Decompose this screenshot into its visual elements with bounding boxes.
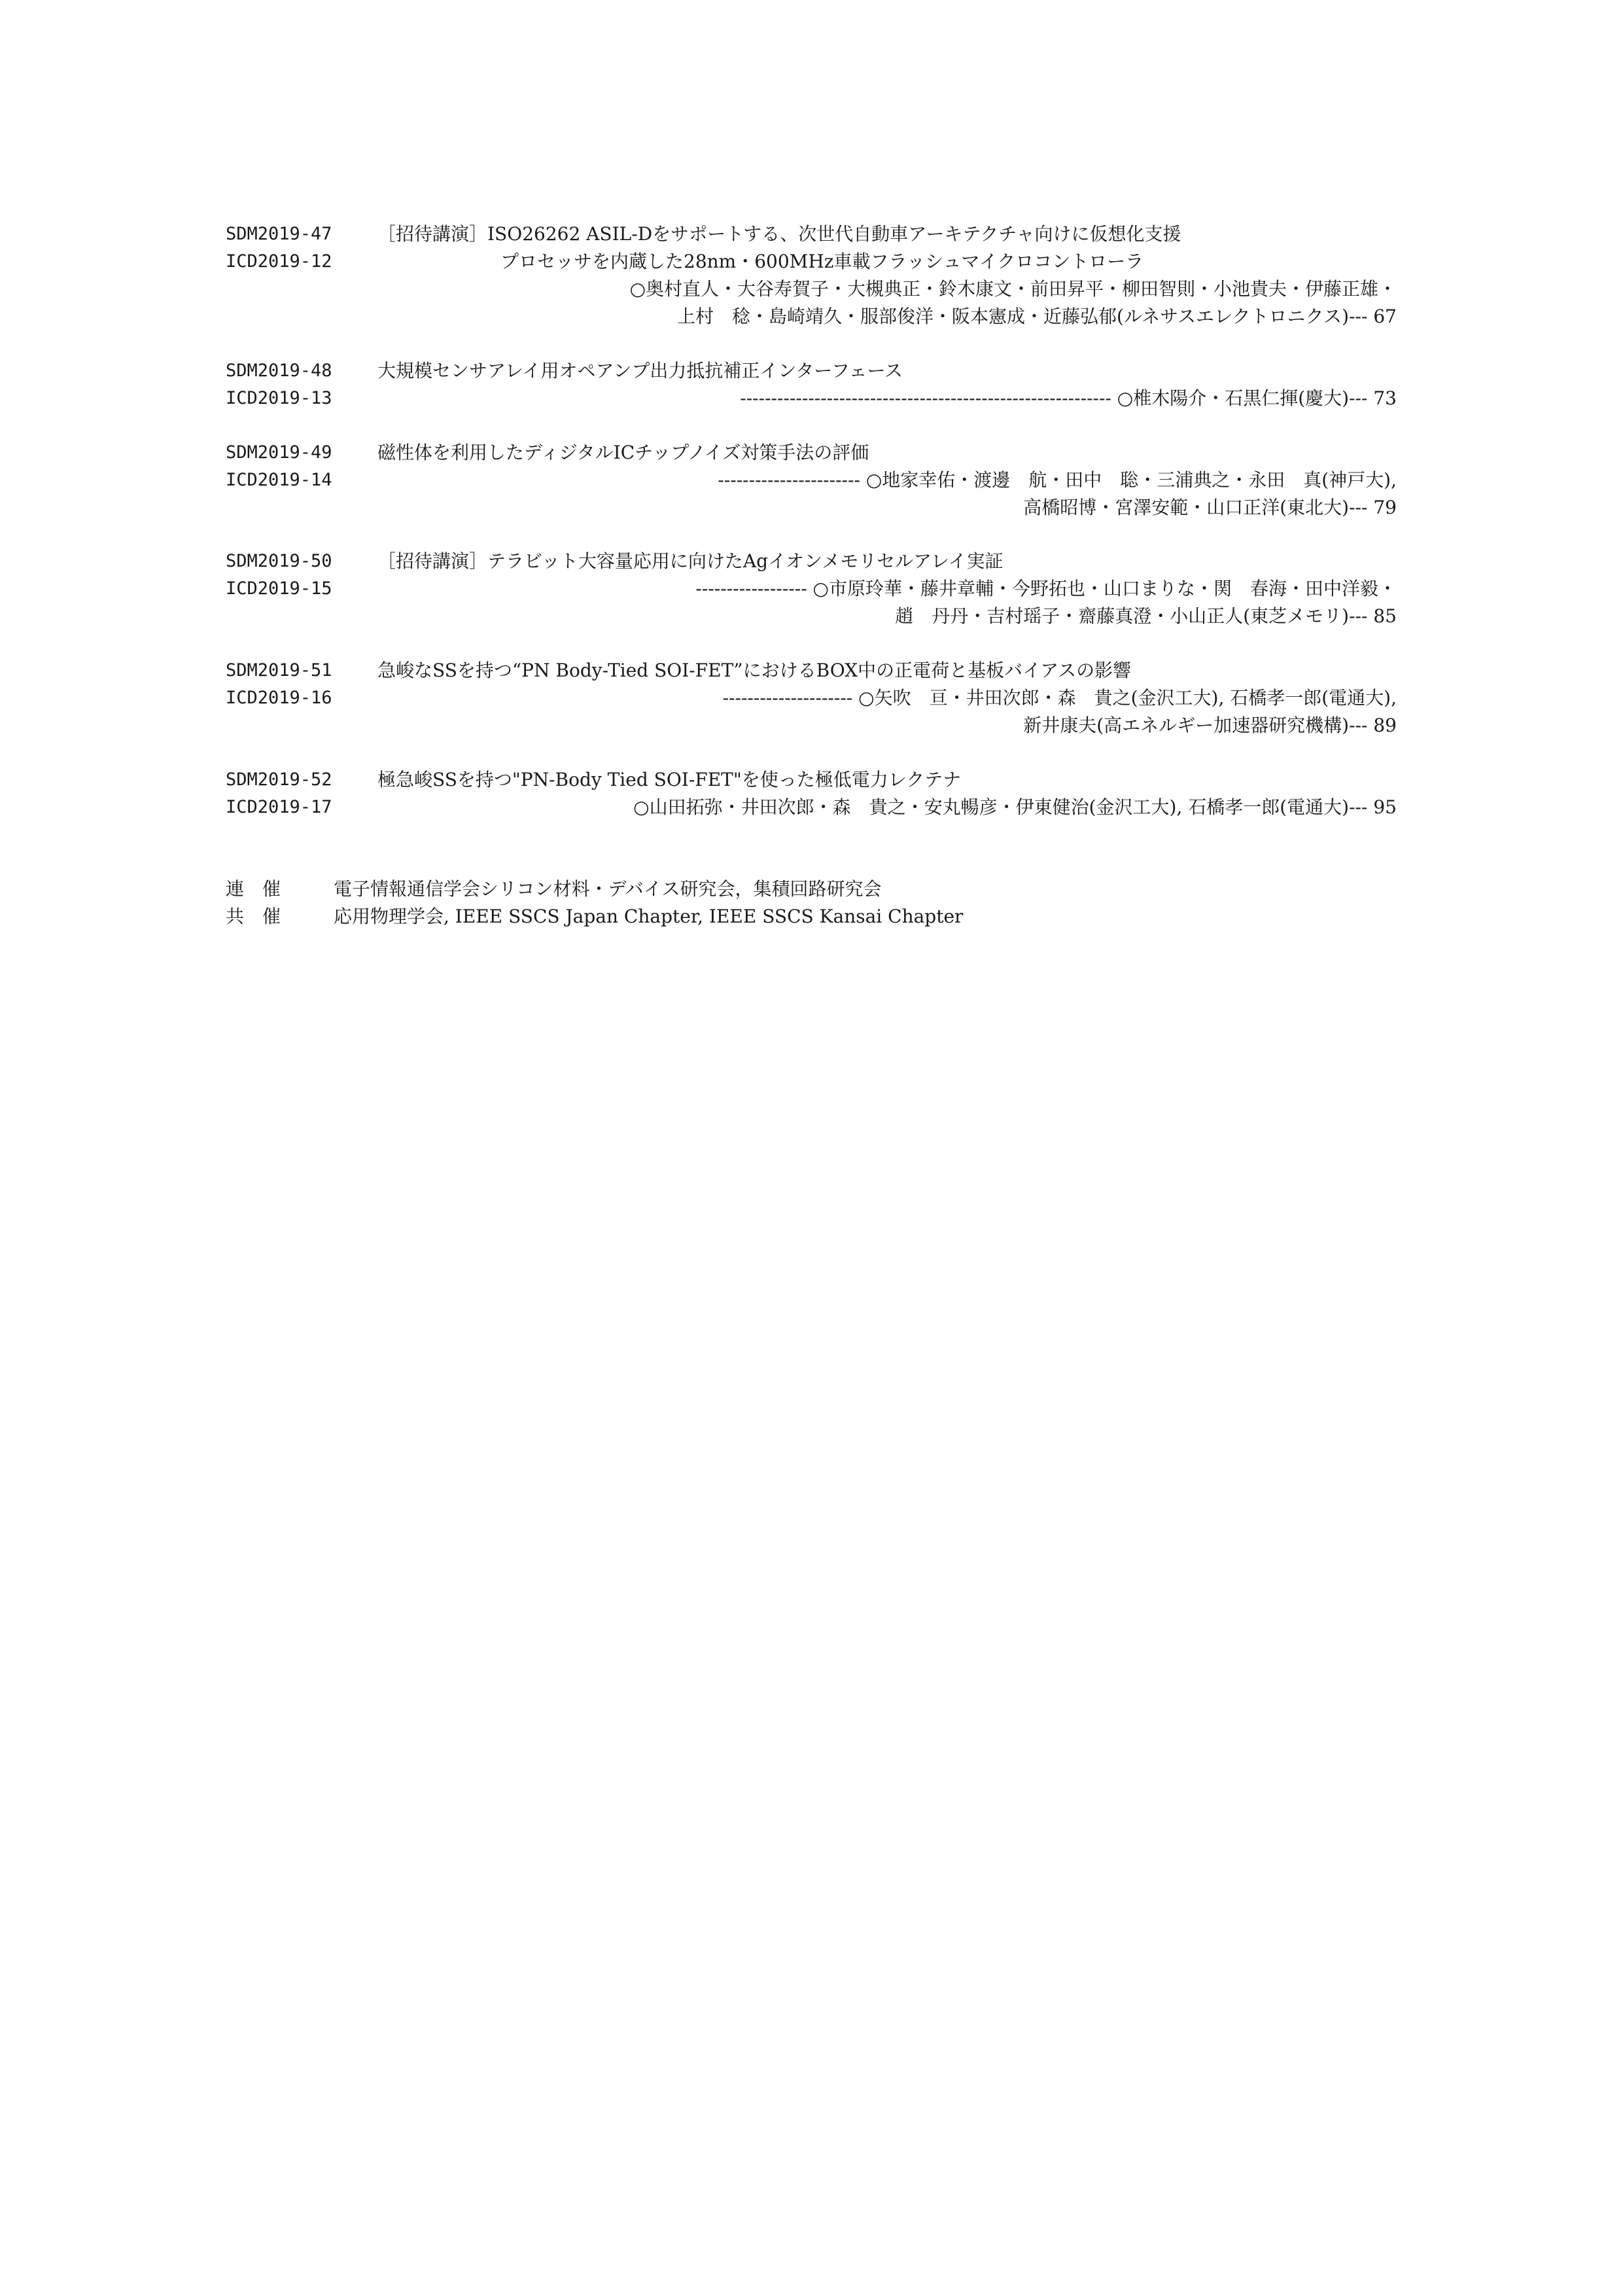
- entry-authors: 新井康夫(高エネルギー加速器研究機構)--- 89: [1023, 715, 1397, 736]
- entry-title: 極急峻SSを持つ"PN-Body Tied SOI-FET"を使った極低電力レクテナ: [377, 769, 962, 790]
- entry-code-sdm: SDM2019-51: [226, 660, 332, 680]
- sponsor-label: 共催: [226, 906, 300, 927]
- entry-authors: 上村 稔・島崎靖久・服部俊洋・阪本憲成・近藤弘郁(ルネサスエレクトロニクス)--- 67: [677, 306, 1397, 327]
- program-entry: [226, 657, 1397, 739]
- sponsor-value: 応用物理学会, IEEE SSCS Japan Chapter, IEEE SSCS Kansai Chapter: [334, 906, 964, 927]
- entry-title: ［招待講演］テラビット大容量応用に向けたAgイオンメモリセルアレイ実証: [377, 550, 1003, 572]
- program-entry: [226, 221, 1397, 330]
- entry-code-icd: ICD2019-16: [226, 688, 332, 708]
- entry-code-sdm: SDM2019-52: [226, 769, 332, 790]
- entry-code-sdm: SDM2019-48: [226, 361, 332, 381]
- co-host-label: 連催: [226, 878, 300, 900]
- entry-code-sdm: SDM2019-47: [226, 224, 332, 244]
- entry-code-sdm: SDM2019-50: [226, 551, 332, 571]
- entry-code-icd: ICD2019-13: [226, 388, 332, 408]
- entry-authors: 趙 丹丹・吉村瑶子・齋藤真澄・小山正人(東芝メモリ)--- 85: [895, 605, 1397, 627]
- entry-authors: ----------------------- ○地家幸佑・渡邊 航・田中 聡・三浦典之・永田 真(神戸大),: [718, 469, 1397, 491]
- entry-title: 大規模センサアレイ用オペアンプ出力抵抗補正インターフェース: [377, 360, 903, 381]
- entry-code-sdm: SDM2019-49: [226, 442, 332, 463]
- entry-code-icd: ICD2019-17: [226, 797, 332, 817]
- entry-authors: --------------------- ○矢吹 亘・井田次郎・森 貴之(金沢工大), 石橋孝一郎(電通大),: [722, 687, 1397, 709]
- entry-title: ［招待講演］ISO26262 ASIL-Dをサポートする、次世代自動車アーキテクチャ向けに仮想化支援: [377, 223, 1181, 245]
- entry-title-continued: プロセッサを内蔵した28nm・600MHz車載フラッシュマイクロコントローラ: [500, 251, 1144, 272]
- entry-authors: ------------------------------------------------------------ ○椎木陽介・石黒仁揮(慶大)--- 73: [740, 387, 1397, 409]
- program-entry: [226, 439, 1397, 521]
- entry-authors: ○奥村直人・大谷寿賀子・大槻典正・鈴木康文・前田昇平・柳田智則・小池貴夫・伊藤正雄・: [629, 278, 1397, 300]
- co-host-value: 電子情報通信学会シリコン材料・デバイス研究会，集積回路研究会: [334, 878, 882, 900]
- entry-title: 磁性体を利用したディジタルICチップノイズ対策手法の評価: [377, 442, 869, 463]
- entry-code-icd: ICD2019-14: [226, 470, 332, 490]
- entry-title: 急峻なSSを持つ“PN Body-Tied SOI-FET”におけるBOX中の正電荷と基板バイアスの影響: [377, 660, 1132, 681]
- entry-code-icd: ICD2019-15: [226, 578, 332, 599]
- entry-code-icd: ICD2019-12: [226, 251, 332, 272]
- program-entry: [226, 357, 1397, 412]
- entry-authors: ------------------ ○市原玲華・藤井章輔・今野拓也・山口まりな・関 春海・田中洋毅・: [695, 578, 1397, 599]
- program-entry: [226, 766, 1397, 821]
- sponsor-info: [226, 875, 1397, 930]
- program-entry: [226, 548, 1397, 630]
- entry-authors: ○山田拓弥・井田次郎・森 貴之・安丸暢彦・伊東健治(金沢工大), 石橋孝一郎(電通大)--- 95: [633, 796, 1397, 818]
- entry-authors: 高橋昭博・宮澤安範・山口正洋(東北大)--- 79: [1023, 497, 1397, 518]
